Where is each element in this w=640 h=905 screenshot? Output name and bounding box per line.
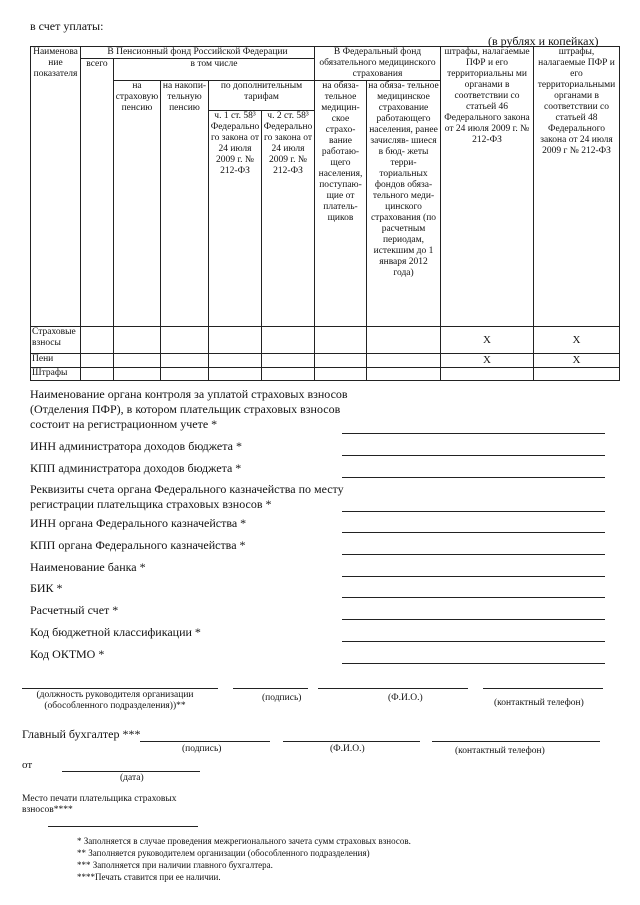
field-bik-line[interactable] bbox=[342, 597, 605, 598]
field-rs-label: Расчетный счет * bbox=[30, 603, 119, 617]
table-row bbox=[31, 327, 620, 354]
head-phone-line[interactable] bbox=[483, 688, 603, 689]
col-add-header: по дополнительным тарифам bbox=[209, 81, 315, 111]
chief-sign-caption: (подпись) bbox=[182, 744, 222, 754]
row-label: Страховые взносы bbox=[31, 327, 81, 354]
footnote-3: *** Заполняется при наличии главного бухгалтера. bbox=[77, 860, 273, 870]
date-line[interactable] bbox=[62, 771, 200, 772]
col-ins-header: на страховую пенсию bbox=[114, 81, 161, 327]
chief-phone-caption: (контактный телефон) bbox=[455, 746, 545, 756]
head-phone-caption: (контактный телефон) bbox=[494, 698, 584, 708]
field-inn-fk-line[interactable] bbox=[342, 532, 605, 533]
chief-fio-caption: (Ф.И.О.) bbox=[330, 744, 365, 754]
field-kbk-line[interactable] bbox=[342, 641, 605, 642]
col-ffoms2-header: на обяза- тельное медицинское страхование работающего населения, ранее зачисляв- шиеся в бюд- жеты терри- ториальных фондов обяза- тельного меди- цинского страхования (по расчетным периодам, истекшим до 1 января 2012 года) bbox=[367, 81, 441, 327]
table-row bbox=[31, 354, 620, 368]
date-caption: (дата) bbox=[120, 773, 144, 783]
field-organ-line[interactable] bbox=[342, 433, 605, 434]
field-inn-fk-label: ИНН органа Федерального казначейства * bbox=[30, 516, 247, 530]
field-bik-label: БИК * bbox=[30, 581, 63, 595]
date-from-label: от bbox=[22, 759, 33, 771]
field-rs-line[interactable] bbox=[342, 619, 605, 620]
payment-table bbox=[30, 46, 620, 381]
field-inn-adm-line[interactable] bbox=[342, 455, 605, 456]
field-bank-line[interactable] bbox=[342, 576, 605, 577]
chief-accountant-label: Главный бухгалтер *** bbox=[22, 727, 141, 741]
field-oktmo-line[interactable] bbox=[342, 663, 605, 664]
head-fio-caption: (Ф.И.О.) bbox=[388, 693, 423, 703]
col-fines46-header: штрафы, налагаемые ПФР и его территориальны ми органами в соответствии со статьей 46 Федерального закона от 24 июля 2009 г. № 212-ФЗ bbox=[441, 47, 534, 327]
head-post-line[interactable] bbox=[22, 688, 218, 689]
x-mark: X bbox=[441, 354, 534, 368]
field-account-label: Реквизиты счета органа Федерального казначейства по месту регистрации плательщика страховых взносов * bbox=[30, 482, 344, 511]
col-total-header: всего bbox=[81, 59, 114, 327]
x-mark: X bbox=[534, 327, 620, 354]
footnote-divider bbox=[48, 826, 198, 827]
footnote-1: * Заполняется в случае проведения межрегионального зачета сумм страховых взносов. bbox=[77, 836, 411, 846]
header-left: в счет уплаты: bbox=[30, 19, 104, 33]
col-fines48-header: штрафы, налагаемые ПФР и его территориальными органами в соответствии со статьей 48 Федерального закона от 24 июля 2009 г № 212-ФЗ bbox=[534, 47, 620, 327]
x-mark: X bbox=[441, 327, 534, 354]
col-p1-header: ч. 1 ст. 58³ Федерально го закона от 24 июля 2009 г. № 212-ФЗ bbox=[209, 111, 262, 327]
field-kpp-adm-line[interactable] bbox=[342, 477, 605, 478]
head-sign-line[interactable] bbox=[233, 688, 308, 689]
col-pfr-header: В Пенсионный фонд Российской Федерации bbox=[81, 47, 315, 59]
head-fio-line[interactable] bbox=[318, 688, 468, 689]
field-inn-adm-label: ИНН администратора доходов бюджета * bbox=[30, 439, 242, 453]
head-post-caption: (должность руководителя организации (обособленного подразделения))** bbox=[36, 690, 194, 711]
col-ffoms-header: В Федеральный фонд обязательного медицинского страхования bbox=[315, 47, 441, 81]
col-incl-header: в том числе bbox=[114, 59, 315, 81]
chief-fio-line[interactable] bbox=[283, 741, 420, 742]
col-name-header: Наименова ние показателя bbox=[31, 47, 81, 327]
chief-sign-line[interactable] bbox=[140, 741, 270, 742]
table-row bbox=[31, 368, 620, 381]
chief-phone-line[interactable] bbox=[432, 741, 600, 742]
col-ffoms1-header: на обяза- тельное медицин- ское страхо- вание работаю- щего населения, поступаю- щие от платель- щиков bbox=[315, 81, 367, 327]
field-bank-label: Наименование банка * bbox=[30, 560, 146, 574]
field-oktmo-label: Код ОКТМО * bbox=[30, 647, 105, 661]
header-units: (в рублях и копейках) bbox=[488, 34, 599, 48]
col-p2-header: ч. 2 ст. 58³ Федерально го закона от 24 июля 2009 г. № 212-ФЗ bbox=[262, 111, 315, 327]
x-mark: X bbox=[534, 354, 620, 368]
field-account-line[interactable] bbox=[342, 511, 605, 512]
field-kbk-label: Код бюджетной классификации * bbox=[30, 625, 201, 639]
head-sign-caption: (подпись) bbox=[262, 693, 302, 703]
row-label: Штрафы bbox=[31, 368, 81, 381]
field-organ-label: Наименование органа контроля за уплатой страховых взносов (Отделения ПФР), в котором плательщик страховых взносов состоит на регистрационном учете * bbox=[30, 387, 348, 431]
stamp-place-label: Место печати плательщика страховых взносов**** bbox=[22, 794, 177, 815]
field-kpp-fk-line[interactable] bbox=[342, 554, 605, 555]
footnote-4: ****Печать ставится при ее наличии. bbox=[77, 872, 221, 882]
col-fund-header: на накопи- тельную пенсию bbox=[161, 81, 209, 327]
field-kpp-fk-label: КПП органа Федерального казначейства * bbox=[30, 538, 246, 552]
row-label: Пени bbox=[31, 354, 81, 368]
field-kpp-adm-label: КПП администратора доходов бюджета * bbox=[30, 461, 242, 475]
footnote-2: ** Заполняется руководителем организации (обособленного подразделения) bbox=[77, 848, 370, 858]
